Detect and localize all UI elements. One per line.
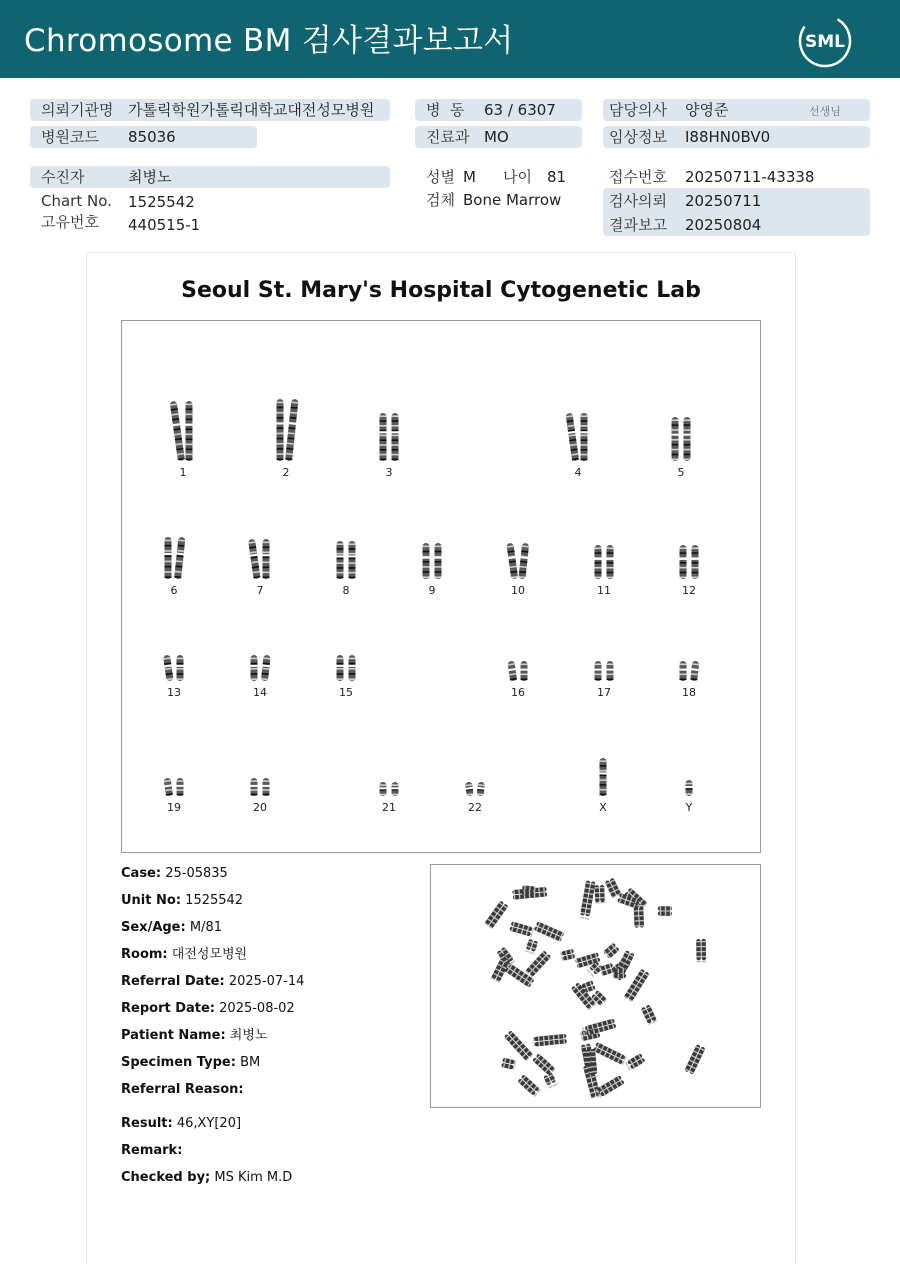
receipt-label: 접수번호: [609, 168, 667, 186]
result-label: Result:: [121, 1116, 173, 1131]
chromosome-pair-21: [369, 780, 409, 798]
checked-value: MS Kim M.D: [214, 1170, 293, 1185]
hospital-code-value: 85036: [128, 128, 176, 146]
sexage-value: M/81: [189, 920, 222, 935]
unit-value: 1525542: [185, 893, 244, 908]
chromosome-pair-10: [498, 541, 538, 581]
checked-label: Checked by;: [121, 1170, 211, 1185]
ward-label: 병 동: [426, 101, 465, 119]
metaphase-chromosome: [509, 921, 534, 937]
chromosome-label-12: 12: [682, 584, 696, 597]
metaphase-chromosome: [533, 1034, 567, 1047]
chromosome-pair-22: [455, 780, 495, 798]
dept-label: 진료과: [426, 128, 470, 146]
chart-label: Chart No.: [41, 192, 112, 210]
chromosome-label-6: 6: [170, 584, 178, 597]
chromosome-pair-3: [369, 411, 409, 463]
unit-label: Unit No:: [121, 893, 182, 908]
specimen-value: Bone Marrow: [463, 191, 562, 209]
pname-value: 최병노: [229, 1028, 268, 1043]
spec-line: [121, 1055, 260, 1071]
metaphase-chromosome: [501, 1058, 516, 1070]
metaphase-chromosome: [624, 968, 650, 1002]
metaphase-chromosome: [525, 939, 538, 955]
chromosome-pair-5: [661, 415, 701, 463]
metaphase-chromosome: [525, 950, 551, 977]
chromosome-label-2: 2: [282, 466, 290, 479]
doctor-suffix: 선생님: [809, 105, 841, 118]
chromosome-label-X: X: [599, 801, 607, 814]
lab-title: Seoul St. Mary's Hospital Cytogenetic Lab: [181, 278, 701, 303]
unique-value: 440515-1: [128, 216, 201, 234]
chromosome-label-18: 18: [682, 686, 696, 699]
referring-org-value: 가톨릭학원가톨릭대학교대전성모병원: [128, 101, 375, 119]
unique-label: 고유번호: [41, 213, 99, 231]
chromosome-pair-15: [326, 653, 366, 683]
result-date-label: 결과보고: [609, 216, 667, 234]
pname-label: Patient Name:: [121, 1028, 226, 1043]
chromosome-label-15: 15: [339, 686, 353, 699]
chromosome-label-8: 8: [342, 584, 350, 597]
dept-value: MO: [484, 128, 509, 146]
refdate-line: [121, 974, 304, 990]
chromosome-pair-20: [240, 776, 280, 798]
case-label: Case:: [121, 866, 162, 881]
metaphase-chromosome: [517, 1074, 541, 1097]
metaphase-chromosome: [504, 1030, 534, 1061]
room-label: Room:: [121, 947, 168, 962]
chromosome-label-21: 21: [382, 801, 396, 814]
chromosome-pair-14: [240, 653, 280, 683]
chromosome-pair-16: [498, 659, 538, 683]
doctor-value: 양영준: [685, 101, 729, 119]
chromosome-pair-X: [583, 756, 623, 798]
chromosome-label-22: 22: [468, 801, 482, 814]
metaphase-chromosome: [484, 900, 508, 929]
chromosome-label-5: 5: [677, 466, 685, 479]
checked-line: [121, 1170, 292, 1186]
metaphase-chromosome: [532, 1053, 556, 1076]
chromosome-label-9: 9: [428, 584, 436, 597]
metaphase-chromosome: [583, 1064, 601, 1099]
metaphase-image: [431, 865, 760, 1107]
chromosome-pair-19: [154, 776, 194, 798]
metaphase-chromosome: [560, 949, 575, 961]
referring-org-label: 의뢰기관명: [41, 101, 114, 119]
spec-value: BM: [240, 1055, 261, 1070]
chromosome-label-20: 20: [253, 801, 267, 814]
metaphase-chromosome: [684, 1044, 705, 1075]
sex-label: 성별: [426, 168, 455, 186]
logo-text: SML: [805, 32, 845, 52]
karyotype-box: [121, 320, 761, 853]
clinical-label: 임상정보: [609, 128, 667, 146]
case-line: [121, 866, 228, 882]
sex-value: M: [463, 168, 476, 186]
reason-line: [121, 1082, 244, 1098]
metaphase-chromosome: [641, 1004, 658, 1025]
report-paper: [86, 252, 796, 1263]
metaphase-chromosome: [593, 1042, 627, 1065]
patient-value: 최병노: [128, 168, 172, 186]
chromosome-label-7: 7: [256, 584, 264, 597]
ward-value: 63 / 6307: [484, 101, 556, 119]
metaphase-chromosome: [595, 885, 605, 904]
chromosome-label-16: 16: [511, 686, 525, 699]
repdate-label: Report Date:: [121, 1001, 216, 1016]
metaphase-chromosome: [605, 878, 622, 899]
chromosome-pair-4: [558, 411, 598, 463]
remark-label: Remark:: [121, 1143, 183, 1158]
age-value: 81: [547, 168, 567, 186]
chromosome-pair-2: [266, 397, 306, 463]
chromosome-label-1: 1: [179, 466, 187, 479]
refdate-value: 2025-07-14: [228, 974, 305, 989]
sexage-label: Sex/Age:: [121, 920, 186, 935]
refdate-label: Referral Date:: [121, 974, 225, 989]
chromosome-label-17: 17: [597, 686, 611, 699]
age-label: 나이: [503, 168, 532, 186]
doctor-label: 담당의사: [609, 101, 667, 119]
chromosome-pair-17: [584, 659, 624, 683]
room-value: 대전성모병원: [171, 947, 248, 962]
remark-line: [121, 1143, 182, 1159]
chromosome-pair-9: [412, 541, 452, 581]
result-value: 46,XY[20]: [176, 1116, 242, 1131]
spec-label: Specimen Type:: [121, 1055, 236, 1070]
metaphase-chromosome: [595, 1075, 624, 1098]
metaphase-chromosome: [658, 906, 672, 916]
report-header: [0, 0, 900, 78]
repdate-line: [121, 1001, 295, 1017]
chromosome-label-11: 11: [597, 584, 611, 597]
request-label: 검사의뢰: [609, 192, 667, 210]
sml-logo: [797, 13, 853, 69]
metaphase-chromosome: [625, 1053, 646, 1071]
chromosome-label-Y: Y: [685, 801, 693, 814]
result-line: [121, 1116, 241, 1132]
patient-label: 수진자: [41, 168, 85, 186]
request-value: 20250711: [685, 192, 762, 210]
metaphase-chromosome: [599, 963, 615, 976]
sexage-line: [121, 920, 222, 936]
chromosome-label-19: 19: [167, 801, 181, 814]
room-line: [121, 947, 247, 963]
chromosome-pair-1: [163, 399, 203, 463]
metaphase-chromosome: [603, 943, 620, 959]
metaphase-box: [430, 864, 761, 1108]
metaphase-chromosome: [580, 880, 596, 919]
hospital-code-label: 병원코드: [41, 128, 99, 146]
chromosome-label-10: 10: [511, 584, 525, 597]
chromosome-label-13: 13: [167, 686, 181, 699]
chromosome-pair-13: [154, 653, 194, 683]
metaphase-chromosome: [543, 1072, 557, 1088]
repdate-value: 2025-08-02: [219, 1001, 295, 1016]
chromosome-label-14: 14: [253, 686, 267, 699]
receipt-value: 20250711-43338: [685, 168, 815, 186]
chromosome-label-4: 4: [574, 466, 582, 479]
clinical-value: I88HN0BV0: [685, 128, 771, 146]
result-date-value: 20250804: [685, 216, 762, 234]
case-value: 25-05835: [165, 866, 228, 881]
metaphase-chromosome: [534, 921, 565, 942]
chromosome-pair-7: [240, 537, 280, 581]
chromosome-pair-11: [584, 543, 624, 581]
chromosome-pair-Y: [669, 778, 709, 798]
chromosome-pair-8: [326, 539, 366, 581]
reason-label: Referral Reason:: [121, 1082, 244, 1097]
report-title: Chromosome BM 검사결과보고서: [24, 23, 514, 59]
pname-line: [121, 1028, 267, 1044]
chromosome-pair-12: [669, 543, 709, 581]
chromosome-pair-6: [154, 535, 194, 581]
chromosome-pair-18: [669, 659, 709, 683]
unit-line: [121, 893, 243, 909]
specimen-label: 검체: [426, 191, 455, 209]
chart-value: 1525542: [128, 193, 195, 211]
metaphase-chromosome: [696, 939, 706, 963]
chromosome-label-3: 3: [385, 466, 393, 479]
